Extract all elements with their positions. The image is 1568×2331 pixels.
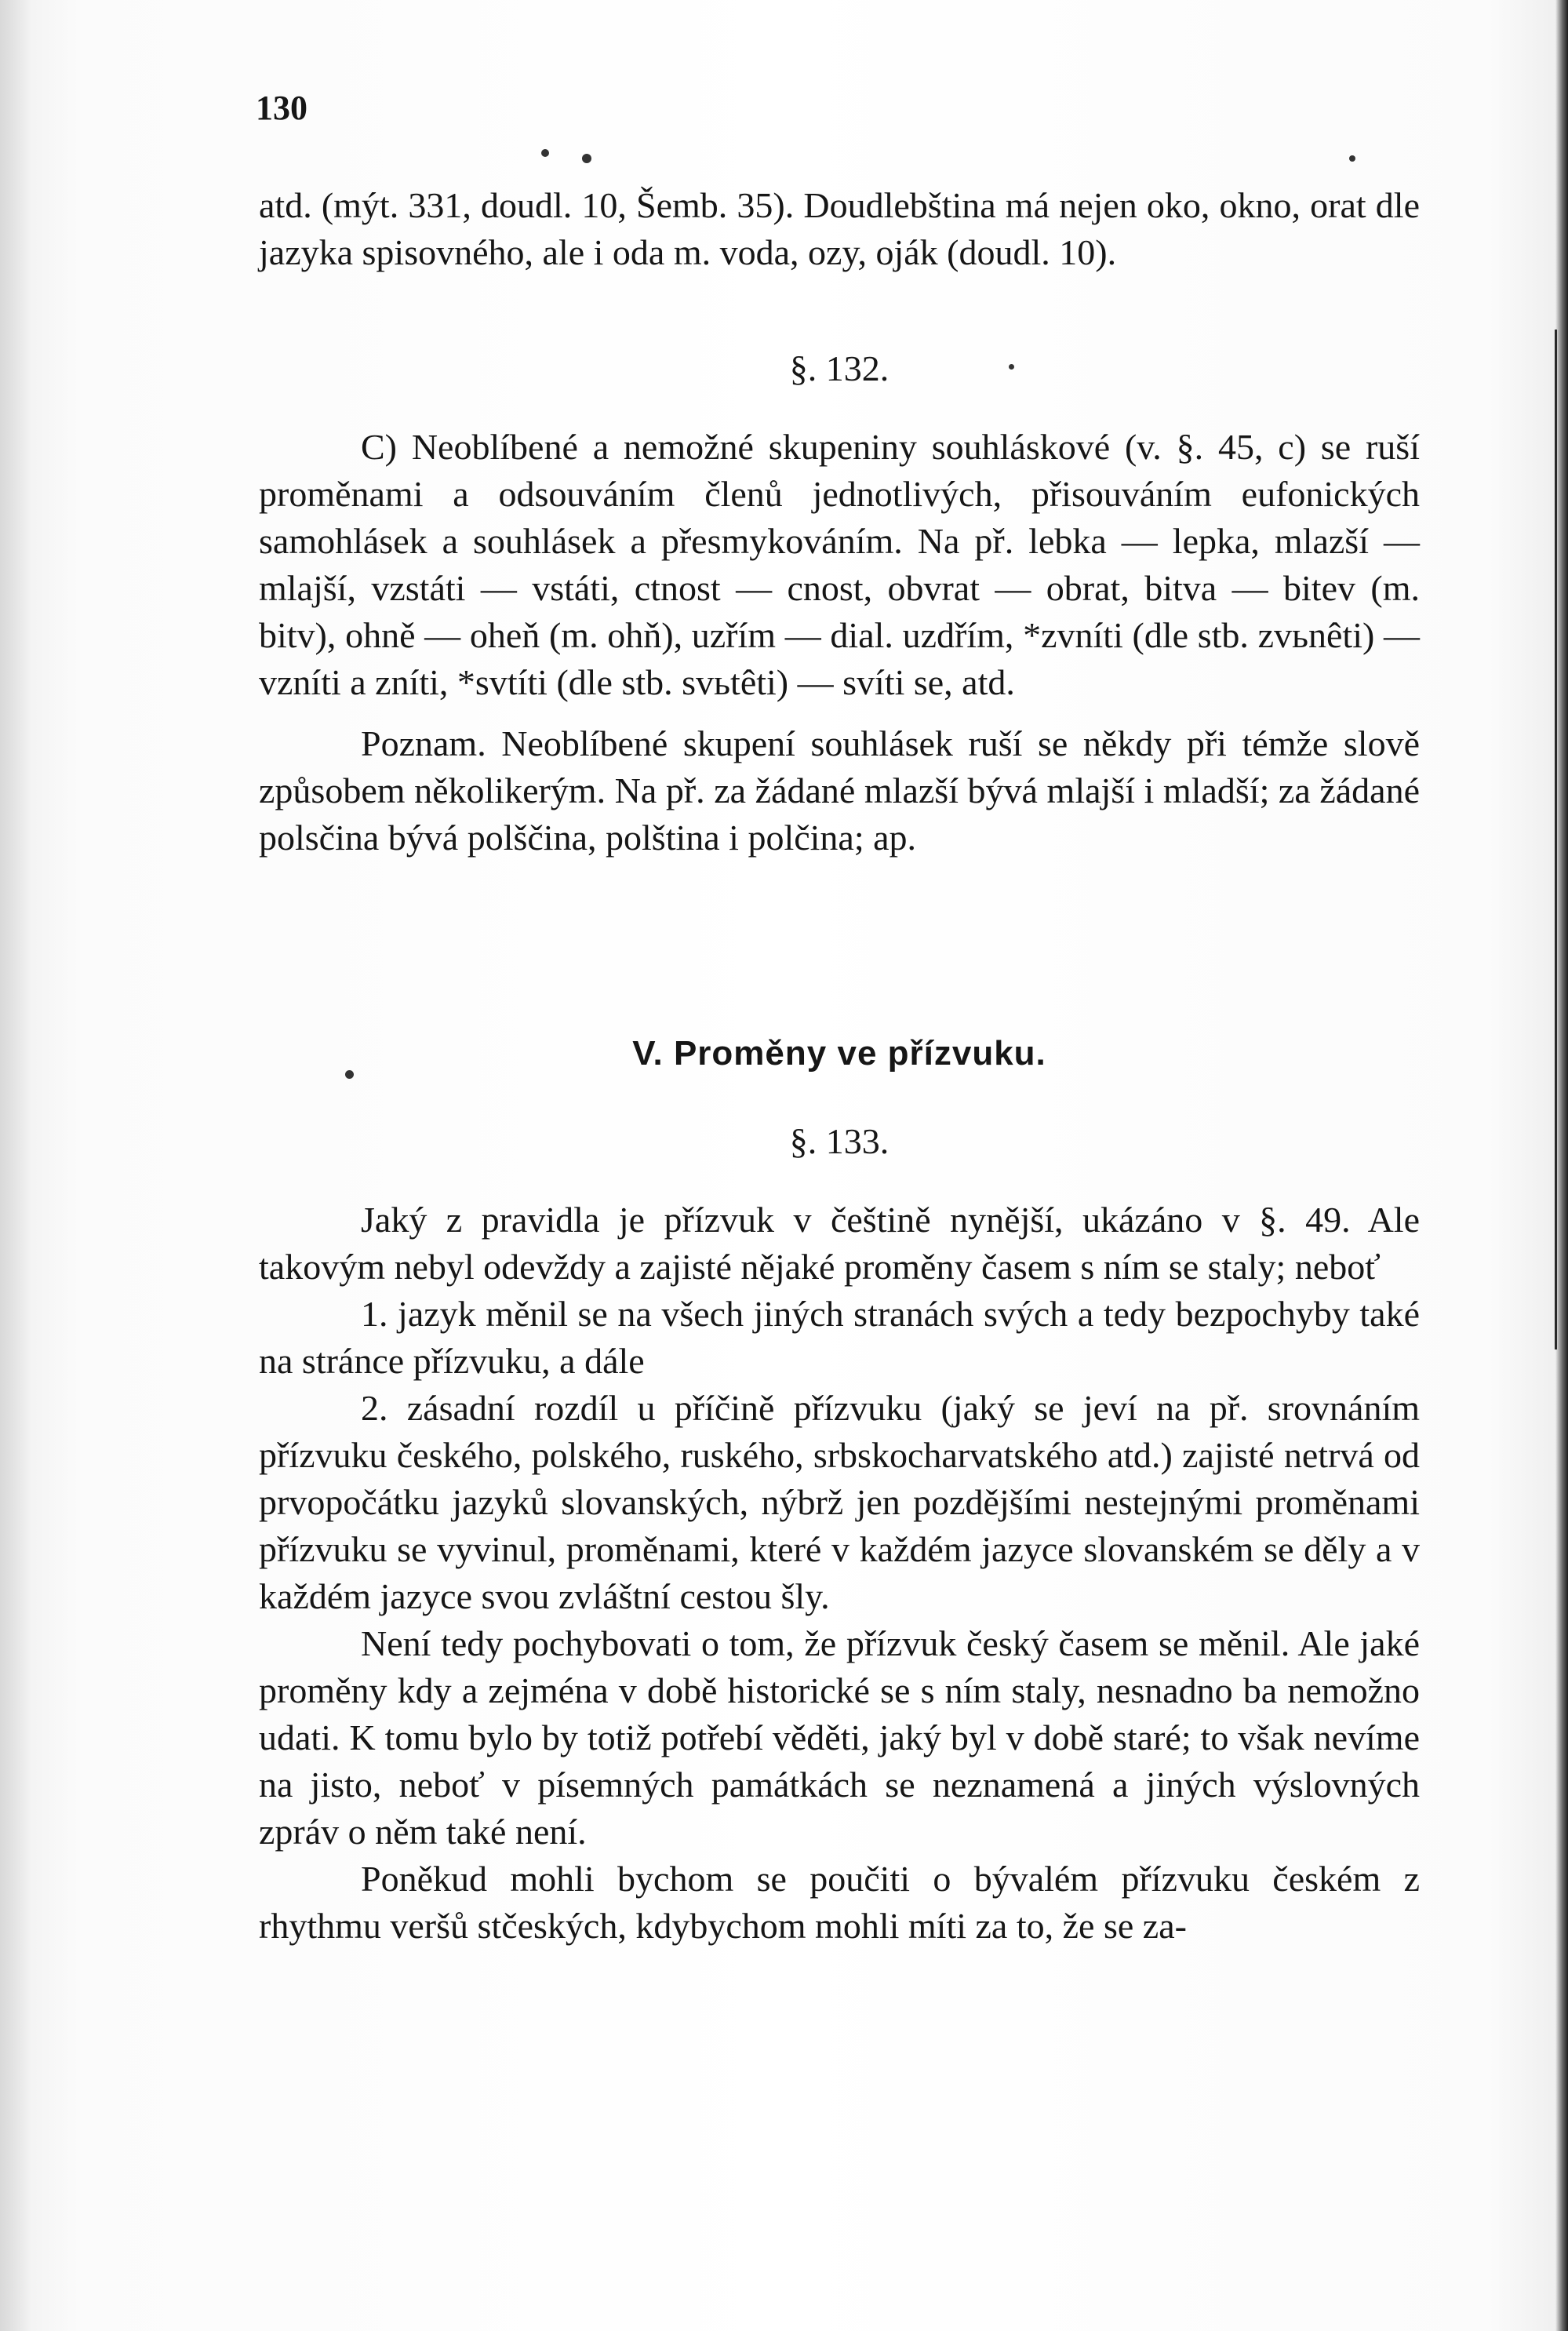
- section-132: [259, 345, 1420, 861]
- margin-rule-line: [1555, 330, 1557, 1349]
- ink-speck: [582, 154, 591, 163]
- scan-edge-shadow-left: [0, 0, 31, 2331]
- section-133: [259, 1118, 1420, 1950]
- chapter-heading: V. Proměny ve přízvuku.: [632, 1034, 1046, 1073]
- section-133-item-1: 1. jazyk měnil se na všech jiných stranách svých a tedy bezpochyby také na stránce přízvuku, a dále: [259, 1294, 1420, 1381]
- section-133-item-2: 2. zásadní rozdíl u příčině přízvuku (jaký se jeví na př. srovnáním přízvuku českého, polského, ruského, srbskocharvatského atd.) zajisté netrvá od prvopočátku jazyků slovanských, nýbrž jen pozdějšími nestejnými proměnami přízvuku se vyvinul, proměnami, které v každém jazyce slovanském se děly a v každém jazyce svou zvláštní cestou šly.: [259, 1388, 1420, 1616]
- scan-edge-shadow-right: [1555, 0, 1568, 2331]
- section-133-paragraph-3: Poněkud mohli bychom se poučiti o bývalém přízvuku českém z rhythmu veršů stčeských, kdybychom mohli míti za to, že se za-: [259, 1859, 1420, 1946]
- section-132-paragraph: C) Neoblíbené a nemožné skupeniny souhláskové (v. §. 45, c) se ruší proměnami a odsouváním členů jednotlivých, přisouváním eufonických samohlásek a souhlásek a přesmykováním. Na př. lebka — lepka, mlazší — mlajší, vzstáti — vstáti, ctnost — cnost, obvrat — obrat, bitva — bitev (m. bitv), ohně — oheň (m. ohň), uzřím — dial. uzdřím, *zvníti (dle stb. zvьnêti) — vzníti a zníti, *svtíti (dle stb. svьtêti) — svíti se, atd.: [259, 427, 1420, 702]
- page-number: 130: [256, 89, 307, 127]
- section-132-note: Poznam. Neoblíbené skupení souhlásek ruší se někdy při témže slově způsobem několikerým. Na př. za žádané mlazší bývá mlajší i mladší; za žádané polsčina bývá polščina, polština i polčina; ap.: [259, 723, 1420, 858]
- section-133-paragraph-2: Není tedy pochybovati o tom, že přízvuk český časem se měnil. Ale jaké proměny kdy a zejména v době historické se s ním staly, nesnadno ba nemožno udati. K tomu bylo by totiž potřebí věděti, jaký byl v době staré; to však nevíme na jisto, neboť v písemných památkách se neznamená a jiných výslovných zpráv o něm také není.: [259, 1623, 1420, 1852]
- ink-speck: [541, 149, 549, 157]
- ink-speck: [1349, 155, 1355, 162]
- paragraph-continued: [259, 182, 1420, 276]
- section-mark-132: §. 132.: [789, 348, 890, 388]
- section-133-paragraph-1: Jaký z pravidla je přízvuk v češtině nynější, ukázáno v §. 49. Ale takovým nebyl odevždy a zajisté nějaké proměny časem s ním se staly; neboť: [259, 1200, 1420, 1287]
- section-mark-133: §. 133.: [789, 1121, 890, 1161]
- paragraph-text: atd. (mýt. 331, doudl. 10, Šemb. 35). Doudlebština má nejen oko, okno, orat dle jazyka spisovného, ale i oda m. voda, ozy, oják (doudl. 10).: [259, 185, 1420, 272]
